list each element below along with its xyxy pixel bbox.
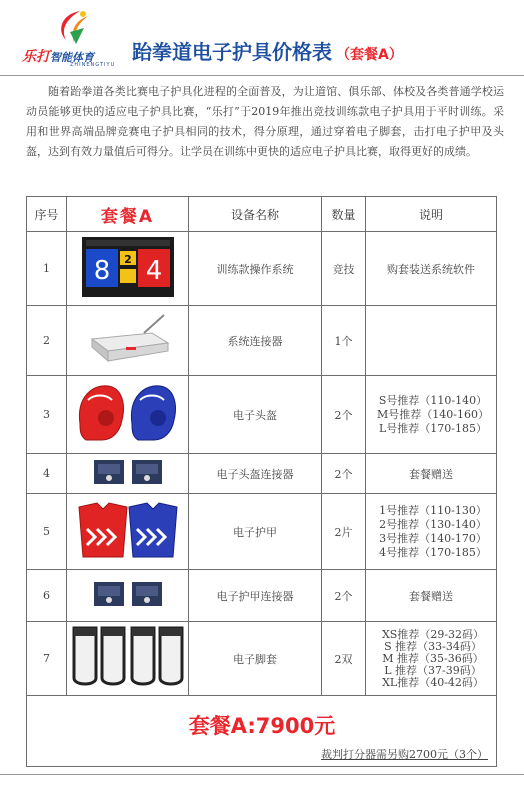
price-table (26, 196, 497, 767)
row-quantity: 2双 (322, 622, 366, 696)
foot-sock-icon (70, 624, 186, 690)
row-device-name: 电子头盔 (189, 376, 322, 454)
row-quantity: 2片 (322, 494, 366, 570)
brand-pinyin: ZHINENGTIYU (70, 62, 116, 68)
row-description (366, 494, 497, 570)
body-protector-image (67, 494, 189, 570)
row-device-name: 电子头盔连接器 (189, 454, 322, 494)
header-description: 说明 (366, 197, 497, 232)
description-line: 1号推荐（110-130） (379, 503, 487, 517)
row-no: 6 (27, 570, 67, 622)
row-description (366, 232, 497, 306)
page-title-main: 跆拳道电子护具价格表 (132, 40, 332, 64)
brand-name-main: 乐打 (22, 49, 50, 65)
row-device-name: 电子脚套 (189, 622, 322, 696)
table-row (27, 306, 497, 376)
row-quantity: 竞技 (322, 232, 366, 306)
body-protector-icon (73, 499, 183, 561)
description-line: XL推荐（40-42码） (382, 675, 484, 689)
table-row (27, 494, 497, 570)
row-no: 7 (27, 622, 67, 696)
description-line: 购套装送系统软件 (387, 262, 475, 276)
screen-left-score: 8 (93, 256, 110, 286)
router-device-icon (82, 313, 174, 365)
scoreboard-image (67, 232, 189, 306)
intro-paragraph: 随着跆拳道各类比赛电子护具化进程的全面普及，为让道馆、俱乐部、体校及各类普通学校运动员能够更快的适应电子护具比赛，“乐打”于2019年推出竞技训练款电子护具用于平时训练。采用和世界高端品牌竞赛电子护具相同的技术，得分原理，通过穿着电子脚套，击打电子护甲及头盔，达到有效力量值后可得分。让学员在训练中更快的适应电子护具比赛，取得更好的成绩。 (26, 85, 504, 158)
header-device-name: 设备名称 (189, 197, 322, 232)
description-line: L号推荐（170-185） (378, 421, 487, 435)
table-row (27, 376, 497, 454)
helmet-connector-image (67, 454, 189, 494)
helmet-image (67, 376, 189, 454)
description-line: 4号推荐（170-185） (379, 545, 487, 559)
header-quantity: 数量 (322, 197, 366, 232)
description-line: M号推荐（140-160） (377, 407, 489, 421)
description-line: S号推荐（110-140） (378, 393, 488, 407)
header-package: 套餐A (67, 197, 189, 232)
table-row (27, 570, 497, 622)
row-quantity: 1个 (322, 306, 366, 376)
sensor-module-icon (88, 577, 168, 611)
description-line: 套餐赠送 (409, 467, 453, 481)
page-title (132, 36, 403, 65)
description-line: 3号推荐（140-170） (379, 531, 487, 545)
row-device-name: 电子护甲连接器 (189, 570, 322, 622)
screen-right-score: 4 (145, 256, 162, 286)
page-title-suffix: （套餐A） (336, 47, 403, 63)
sensor-module-icon (88, 456, 168, 488)
description-line: XS推荐（29-32码） (381, 627, 485, 641)
header-divider (0, 75, 524, 76)
row-no: 3 (27, 376, 67, 454)
price-summary-row (27, 696, 497, 767)
header (0, 0, 524, 76)
row-description (366, 376, 497, 454)
table-row (27, 454, 497, 494)
row-description (366, 570, 497, 622)
header-no: 序号 (27, 197, 67, 232)
row-device-name: 系统连接器 (189, 306, 322, 376)
package-price: 套餐A:7900元 (188, 714, 336, 738)
row-device-name: 电子护甲 (189, 494, 322, 570)
scoreboard-screen-icon (82, 237, 174, 297)
table-header-row (27, 197, 497, 232)
row-description (366, 306, 497, 376)
row-no: 5 (27, 494, 67, 570)
description-line: M 推荐（35-36码） (382, 651, 484, 665)
row-quantity: 2个 (322, 454, 366, 494)
description-line: 2号推荐（130-140） (379, 517, 487, 531)
connector-image (67, 306, 189, 376)
helmet-icon (72, 380, 184, 446)
table-row (27, 232, 497, 306)
brand-logo-icon (50, 8, 96, 48)
row-description (366, 454, 497, 494)
row-quantity: 2个 (322, 376, 366, 454)
brand-logo (22, 6, 132, 70)
foot-sensor-image (67, 622, 189, 696)
row-device-name: 训练款操作系统 (189, 232, 322, 306)
screen-round-number: 2 (123, 253, 132, 266)
row-description (366, 622, 497, 696)
footer-divider (0, 774, 524, 775)
brand-name-secondary: 智能体育 (50, 51, 94, 64)
row-no: 2 (27, 306, 67, 376)
row-no: 4 (27, 454, 67, 494)
description-line: L 推荐（37-39码） (384, 663, 482, 677)
protector-connector-image (67, 570, 189, 622)
row-quantity: 2个 (322, 570, 366, 622)
table-row (27, 622, 497, 696)
judge-scorer-note: 裁判打分器需另购2700元（3个） (321, 748, 488, 761)
description-line: 套餐赠送 (409, 589, 453, 603)
price-summary-cell (27, 696, 497, 767)
row-no: 1 (27, 232, 67, 306)
description-line: S 推荐（33-34码） (384, 639, 482, 653)
